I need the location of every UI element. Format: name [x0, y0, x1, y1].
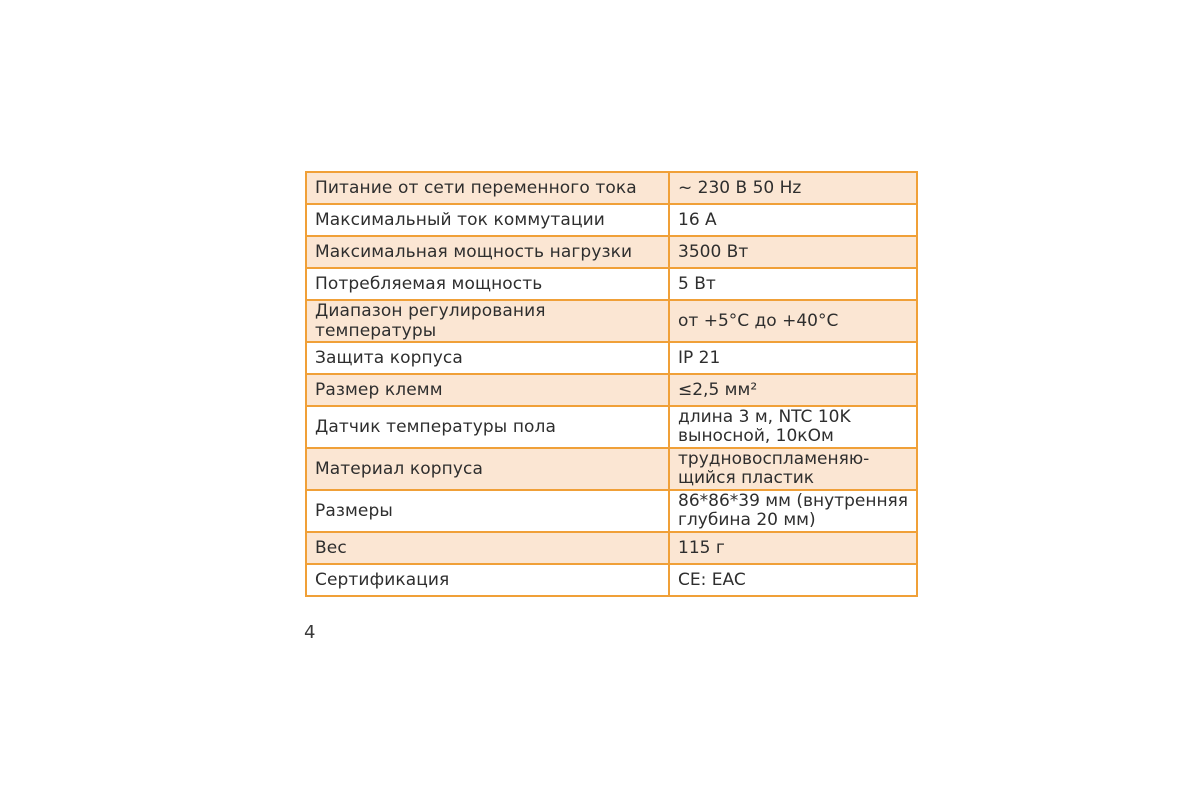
spec-row — [306, 406, 917, 448]
spec-row — [306, 564, 917, 596]
spec-value: 3500 Вт — [669, 236, 917, 268]
spec-value: ~ 230 В 50 Hz — [669, 172, 917, 204]
spec-param: Сертификация — [306, 564, 669, 596]
spec-row — [306, 374, 917, 406]
spec-value: 115 г — [669, 532, 917, 564]
spec-value: IP 21 — [669, 342, 917, 374]
spec-value: 5 Вт — [669, 268, 917, 300]
spec-value: СЕ: EAC — [669, 564, 917, 596]
spec-row — [306, 172, 917, 204]
spec-param: Питание от сети переменного тока — [306, 172, 669, 204]
spec-value: длина 3 м, NTC 10K выносной, 10кОм — [669, 406, 917, 448]
spec-param: Защита корпуса — [306, 342, 669, 374]
spec-row — [306, 342, 917, 374]
spec-param: Диапазон регулирования температуры — [306, 300, 669, 342]
spec-value: от +5°С до +40°С — [669, 300, 917, 342]
spec-param: Размер клемм — [306, 374, 669, 406]
spec-param: Материал корпуса — [306, 448, 669, 490]
spec-table — [305, 171, 918, 597]
spec-row — [306, 236, 917, 268]
spec-param: Датчик температуры пола — [306, 406, 669, 448]
spec-param: Максимальный ток коммутации — [306, 204, 669, 236]
spec-value: трудновоспламеняю-щийся пластик — [669, 448, 917, 490]
spec-row — [306, 268, 917, 300]
spec-row — [306, 204, 917, 236]
spec-param: Максимальная мощность нагрузки — [306, 236, 669, 268]
spec-row — [306, 490, 917, 532]
spec-row — [306, 300, 917, 342]
spec-param: Размеры — [306, 490, 669, 532]
spec-value: ≤2,5 мм² — [669, 374, 917, 406]
spec-param: Вес — [306, 532, 669, 564]
spec-value: 16 А — [669, 204, 917, 236]
spec-row — [306, 448, 917, 490]
spec-row — [306, 532, 917, 564]
spec-value: 86*86*39 мм (внутренняя глубина 20 мм) — [669, 490, 917, 532]
page-number: 4 — [304, 622, 316, 643]
spec-param: Потребляемая мощность — [306, 268, 669, 300]
